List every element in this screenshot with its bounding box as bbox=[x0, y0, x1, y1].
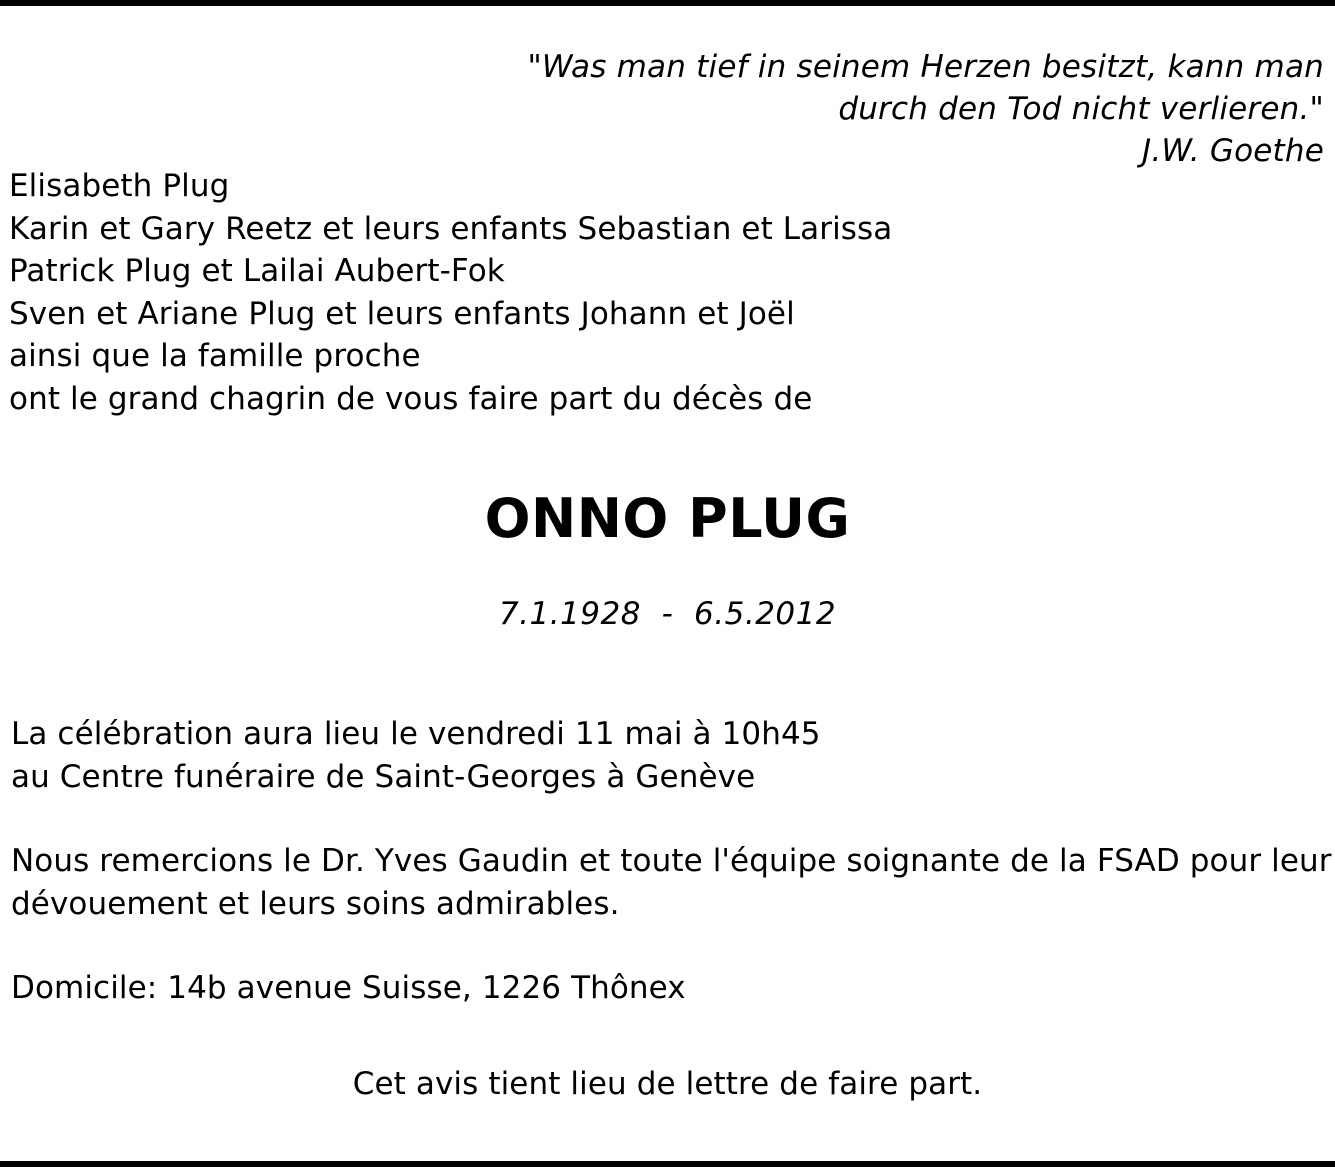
family-line: Patrick Plug et Lailai Aubert-Fok bbox=[9, 253, 505, 289]
top-border-rule bbox=[0, 0, 1335, 6]
thanks-line: Nous remercions le Dr. Yves Gaudin et toute l'équipe soignante de la FSAD pour leur bbox=[11, 843, 1332, 879]
ceremony-info bbox=[11, 713, 821, 798]
family-line: Elisabeth Plug bbox=[9, 168, 230, 204]
quote-line-2: durch den Tod nicht verlieren." bbox=[838, 91, 1324, 127]
closing-notice: Cet avis tient lieu de lettre de faire part. bbox=[352, 1066, 983, 1102]
family-line: Sven et Ariane Plug et leurs enfants Johann et Joël bbox=[9, 295, 795, 332]
bottom-border-rule bbox=[0, 1161, 1335, 1167]
ceremony-line: au Centre funéraire de Saint-Georges à Genève bbox=[11, 758, 756, 795]
domicile-line: Domicile: 14b avenue Suisse, 1226 Thônex bbox=[11, 970, 686, 1006]
goethe-quote bbox=[527, 46, 1324, 172]
quote-author: J.W. Goethe bbox=[1142, 133, 1324, 169]
ceremony-line: La célébration aura lieu le vendredi 11 mai à 10h45 bbox=[11, 716, 821, 752]
thanks-line: dévouement et leurs soins admirables. bbox=[11, 885, 620, 922]
family-line: Karin et Gary Reetz et leurs enfants Sebastian et Larissa bbox=[9, 210, 893, 247]
quote-line-1: "Was man tief in seinem Herzen besitzt, kann man bbox=[527, 49, 1324, 85]
thanks-message bbox=[11, 840, 1332, 925]
life-dates: 7.1.1928 - 6.5.2012 bbox=[498, 596, 837, 632]
deceased-name: ONNO PLUG bbox=[484, 487, 851, 550]
family-line: ainsi que la famille proche bbox=[9, 338, 421, 374]
family-announcement bbox=[9, 165, 892, 420]
domicile-address bbox=[11, 967, 686, 1010]
family-line: ont le grand chagrin de vous faire part du décès de bbox=[9, 380, 813, 417]
